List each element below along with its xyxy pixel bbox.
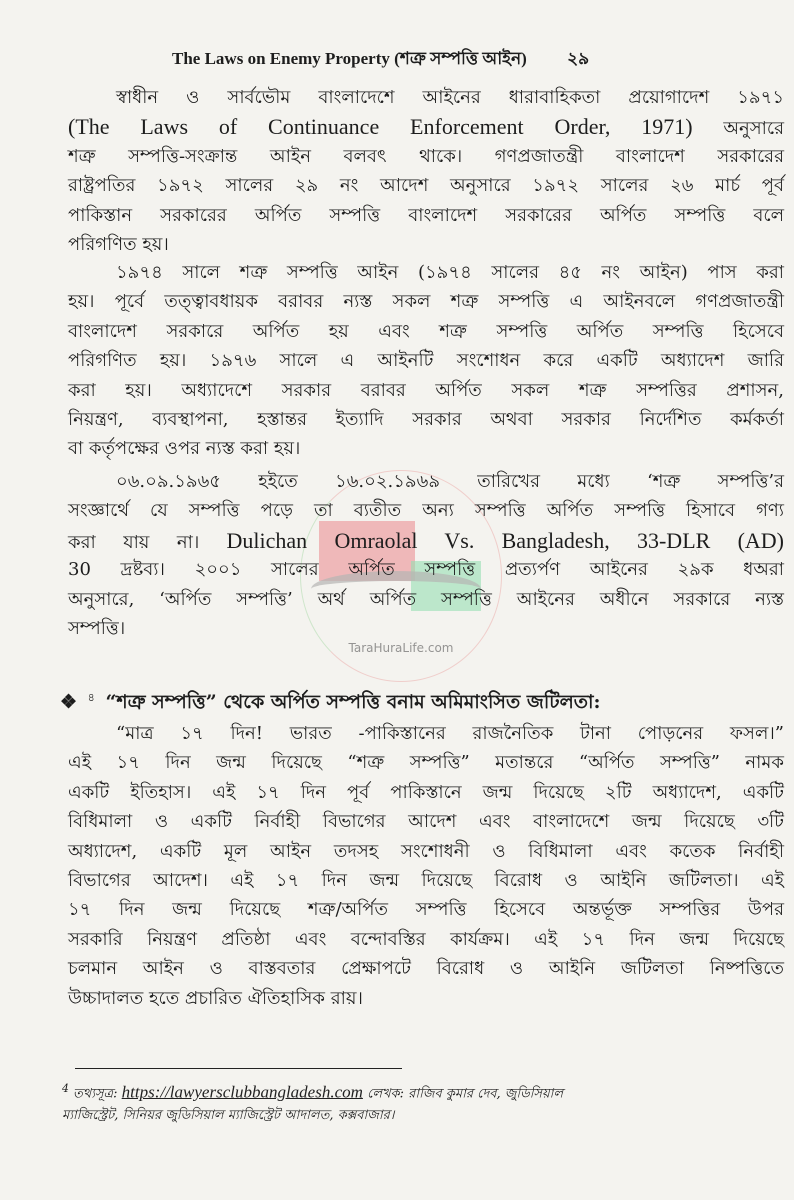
footnote-link[interactable]: https://lawyersclubbangladesh.com [121,1082,363,1102]
footnote-ref[interactable]: ৪ [87,690,95,704]
paragraph-2-line: হয়। পূর্বে তত্ত্বাবধায়ক বরাবর ন্যস্ত সকল শত্রু সম্পত্তি এ আইনবলে গণপ্রজাতন্ত্রী [68,291,784,313]
paragraph-4-line: বিভাগের আদেশ। এই ১৭ দিন জন্ম দিয়েছে বিরোধ ও আইনি জটিলতা। এই [68,870,784,891]
footnote-line-2: ম্যাজিস্ট্রেট, সিনিয়র জুডিসিয়াল ম্যাজিস্ট্রেট আদালত, কক্সবাজার। [62,1108,395,1123]
paragraph-2-line: নিয়ন্ত্রণ, ব্যবস্থাপনা, হস্তান্তর ইত্যাদি সরকার অথবা সরকার নির্দেশিত কর্মকর্তা [68,409,784,430]
paragraph-4-line: ১৭ দিন জন্ম দিয়েছে শত্রু/অর্পিত সম্পত্তি হিসেবে অন্তর্ভূক্ত সম্পত্তির উপর [68,899,784,921]
footnote-source-label: তথ্যসূত্র: [73,1086,118,1102]
paragraph-1-line: রাষ্ট্রপতির ১৯৭২ সালের ২৯ নং আদেশ অনুসারে ১৯৭২ সালের ২৬ মার্চ পূর্ব [68,175,784,197]
paragraph-2-line: বা কর্তৃপক্ষের ওপর ন্যস্ত করা হয়। [68,438,301,460]
paragraph-2-line: পরিগণিত হয়। ১৯৭৬ সালে এ আইনটি সংশোধন করে একটি অধ্যাদেশ জারি [68,350,784,372]
paragraph-2-line: ১৯৭৪ সালে শত্রু সম্পত্তি আইন (১৯৭৪ সালের ৪৫ নং আইন) পাস করা [116,262,784,283]
paragraph-1-line: (The Laws of Continuance Enforcement Order, 1971) অনুসারে [68,114,784,140]
paragraph-1-line: পরিগণিত হয়। [68,234,169,255]
paragraph-4-line: অধ্যাদেশ, একটি মূল আইন তদসহ সংশোধনী ও বিধিমালা এবং কতেক নির্বাহী [68,840,784,862]
section-heading [60,688,601,720]
paragraph-4-line: “মাত্র ১৭ দিন! ভারত -পাকিস্তানের রাজনৈতিক টানা পোড়নের ফসল।” [116,723,784,744]
paragraph-4-line: চলমান আইন ও বাস্তবতার প্রেক্ষাপটে বিরোধ ও আইনি জটিলতা নিষ্পত্তিতে [68,958,784,980]
paragraph-1-line: পাকিস্তান সরকারের অর্পিত সম্পত্তি বাংলাদেশ সরকারের অর্পিত সম্পত্তি বলে [68,204,784,226]
paragraph-3-line: ০৬.০৯.১৯৬৫ হইতে ১৬.০২.১৯৬৯ তারিখের মধ্যে ‘শত্রু সম্পত্তি’র [116,471,784,492]
paragraph-4-line: উচ্চাদালত হতে প্রচারিত ঐতিহাসিক রায়। [68,987,363,1009]
footnote-marker: 4 [62,1082,69,1095]
bullet-icon: ❖ [60,691,78,713]
footnote-line-1 [62,1082,782,1105]
paragraph-3-line: অনুসারে, ‘অর্পিত সম্পত্তি’ অর্থ অর্পিত সম্পত্তি আইনের অধীনে সরকারে ন্যস্ত [68,588,784,610]
paragraph-4-line: এই ১৭ দিন জন্ম দিয়েছে “শত্রু সম্পত্তি” মতান্তরে “অর্পিত সম্পত্তি” নামক [68,752,784,774]
watermark-text: TaraHuraLife.com [348,641,454,655]
header-title: The Laws on Enemy Property (শত্রু সম্পত্তি আইন) [172,49,527,68]
paragraph-3-line: করা যায় না। Dulichan Omraolal Vs. Bangladesh, 33-DLR (AD) [68,527,784,553]
footnote-author: লেখক: রাজিব কুমার দেব, জুডিসিয়াল [367,1086,564,1102]
paragraph-3-line: সম্পত্তি। [68,618,126,639]
paragraph-4-line: একটি ইতিহাস। এই ১৭ দিন পূর্ব পাকিস্তানে জন্ম দিয়েছে ২টি অধ্যাদেশ, একটি [68,781,784,803]
paragraph-2-line: বাংলাদেশ সরকারে অর্পিত হয় এবং শত্রু সম্পত্তি অর্পিত সম্পত্তি হিসেবে [68,320,784,342]
page-number: ২৯ [567,49,590,68]
latin-text: (The Laws of Continuance Enforcement Order, 1971) [68,114,724,140]
paragraph-3-line: 30 দ্রষ্টব্য। ২০০১ সালের অর্পিত সম্পত্তি প্রত্যর্পণ আইনের ২৯ক ধঅরা [68,559,784,581]
section-title: “শত্রু সম্পত্তি” থেকে অর্পিত সম্পত্তি বনাম অমিমাংসিত জটিলতা: [105,691,601,713]
paragraph-3-line: সংজ্ঞার্থে যে সম্পত্তি পড়ে তা ব্যতীত অন্য সম্পত্তি অর্পিত সম্পত্তি হিসাবে গণ্য [68,500,784,522]
paragraph-1-line: স্বাধীন ও সার্বভৌম বাংলাদেশে আইনের ধারাবাহিকতা প্রয়োগাদেশ ১৯৭১ [116,87,784,108]
paragraph-4-line: বিধিমালা ও একটি নির্বাহী বিভাগের আদেশ এবং বাংলাদেশে জন্ম দিয়েছে ৩টি [68,811,784,833]
paragraph-2-line: করা হয়। অধ্যাদেশে সরকার বরাবর অর্পিত সকল শত্রু সম্পত্তির প্রশাসন, [68,379,784,401]
paragraph-1-line: শত্রু সম্পত্তি-সংক্রান্ত আইন বলবৎ থাকে। গণপ্রজাতন্ত্রী বাংলাদেশ সরকারের [68,145,784,167]
latin-text: Dulichan Omraolal Vs. Bangladesh, 33-DLR (AD) [199,527,784,553]
paragraph-4-line: সরকারি নিয়ন্ত্রণ প্রতিষ্ঠা এবং বন্দোবস্তির কার্যক্রম। এই ১৭ দিন জন্ম দিয়েছে [68,928,784,950]
